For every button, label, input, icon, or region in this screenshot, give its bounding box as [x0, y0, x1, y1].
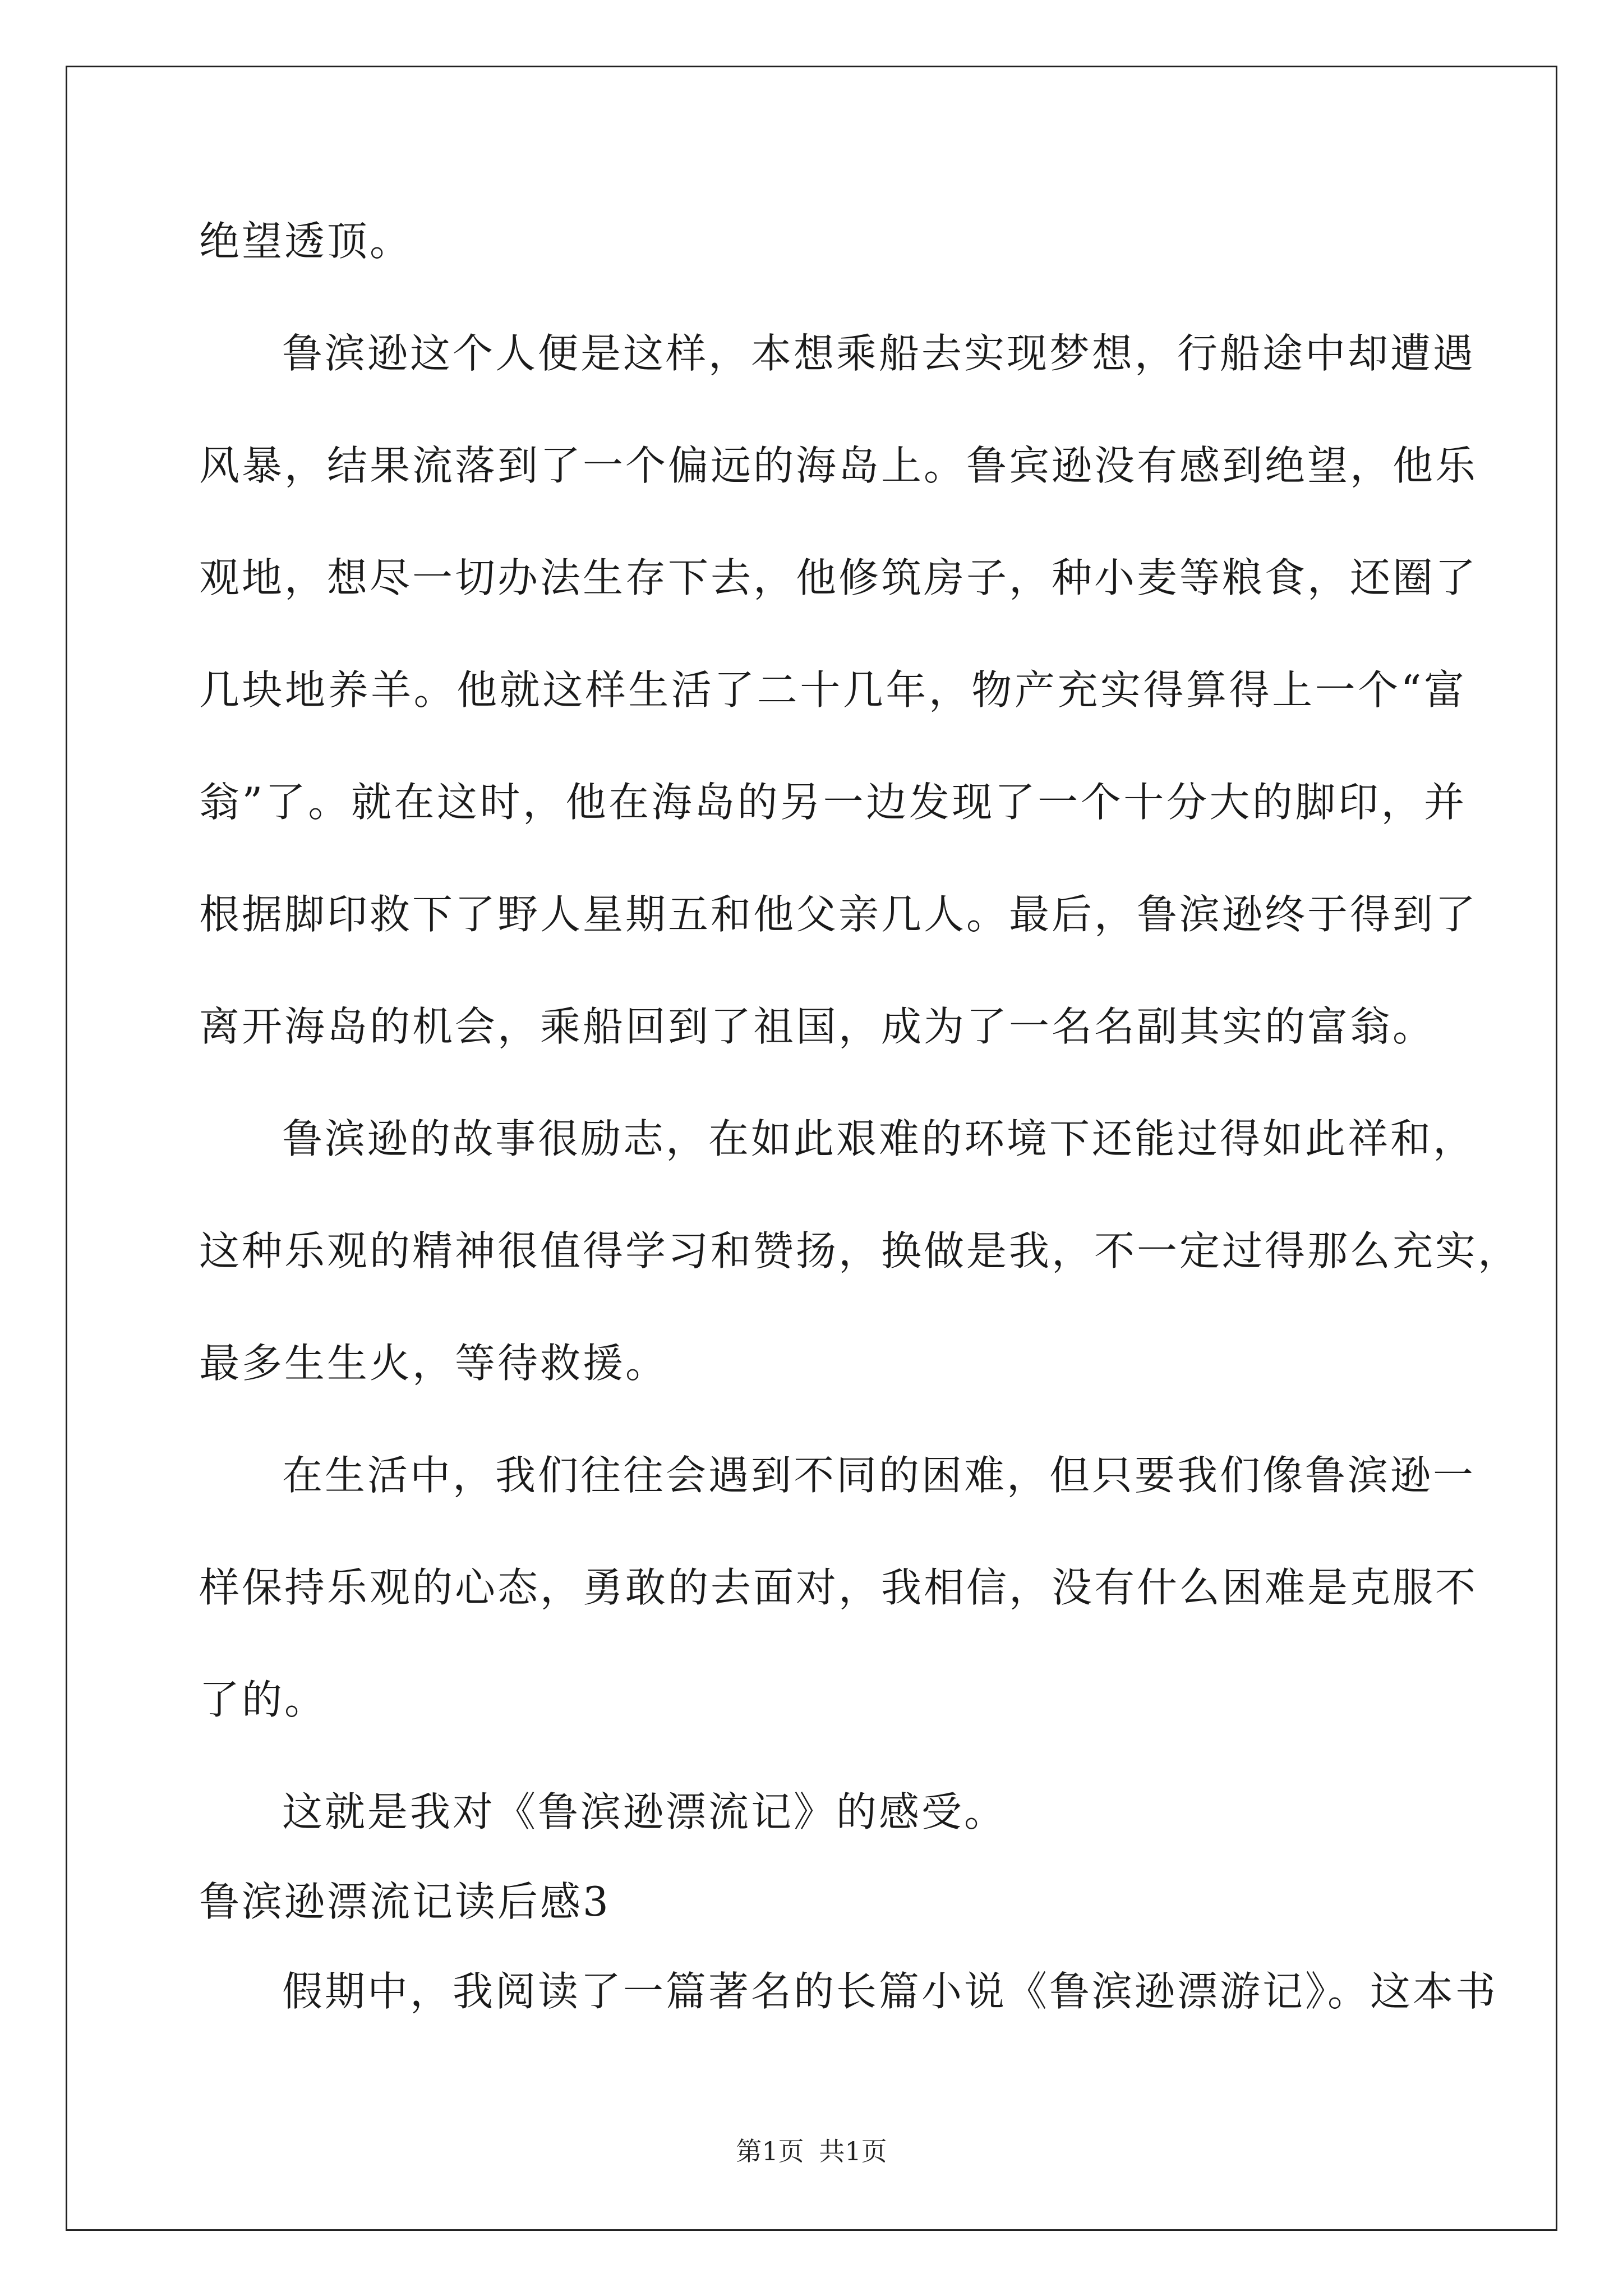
paragraph-line: 鲁滨逊这个人便是这样，本想乘船去实现梦想，行船途中却遭遇 — [282, 330, 1476, 377]
paragraph-line: 在生活中，我们往往会遇到不同的困难，但只要我们像鲁滨逊一 — [282, 1452, 1476, 1499]
paragraph-line: 这种乐观的精神很值得学习和赞扬，换做是我，不一定过得那么充实， — [199, 1227, 1521, 1274]
paragraph-line: 观地，想尽一切办法生存下去，他修筑房子，种小麦等粮食，还圈了 — [199, 554, 1478, 601]
paragraph-line: 风暴，结果流落到了一个偏远的海岛上。鲁宾逊没有感到绝望，他乐 — [199, 442, 1478, 489]
page-total: 共1页 — [819, 2136, 887, 2166]
paragraph-line: 样保持乐观的心态，勇敢的去面对，我相信，没有什么困难是克服不 — [199, 1564, 1478, 1611]
paragraph-line: 这就是我对《鲁滨逊漂流记》的感受。 — [282, 1788, 1007, 1835]
paragraph-line: 翁”了。就在这时，他在海岛的另一边发现了一个十分大的脚印，并 — [199, 779, 1467, 826]
paragraph-line: 最多生生火，等待救援。 — [199, 1340, 668, 1387]
paragraph-line: 绝望透顶。 — [199, 218, 413, 265]
paragraph-line: 了的。 — [199, 1676, 328, 1723]
paragraph-line: 离开海岛的机会，乘船回到了祖国，成为了一名名副其实的富翁。 — [199, 1003, 1436, 1050]
paragraph-line: 几块地养羊。他就这样生活了二十几年，物产充实得算得上一个“富 — [199, 666, 1467, 714]
page-footer — [0, 2134, 1623, 2168]
section-heading: 鲁滨逊漂流记读后感3 — [199, 1878, 611, 1925]
page-number: 第1页 — [736, 2136, 804, 2166]
paragraph-line: 鲁滨逊的故事很励志，在如此艰难的环境下还能过得如此祥和， — [282, 1115, 1476, 1162]
paragraph-line: 假期中，我阅读了一篇著名的长篇小说《鲁滨逊漂游记》。这本书 — [282, 1968, 1498, 2015]
paragraph-line: 根据脚印救下了野人星期五和他父亲几人。最后，鲁滨逊终于得到了 — [199, 891, 1478, 938]
